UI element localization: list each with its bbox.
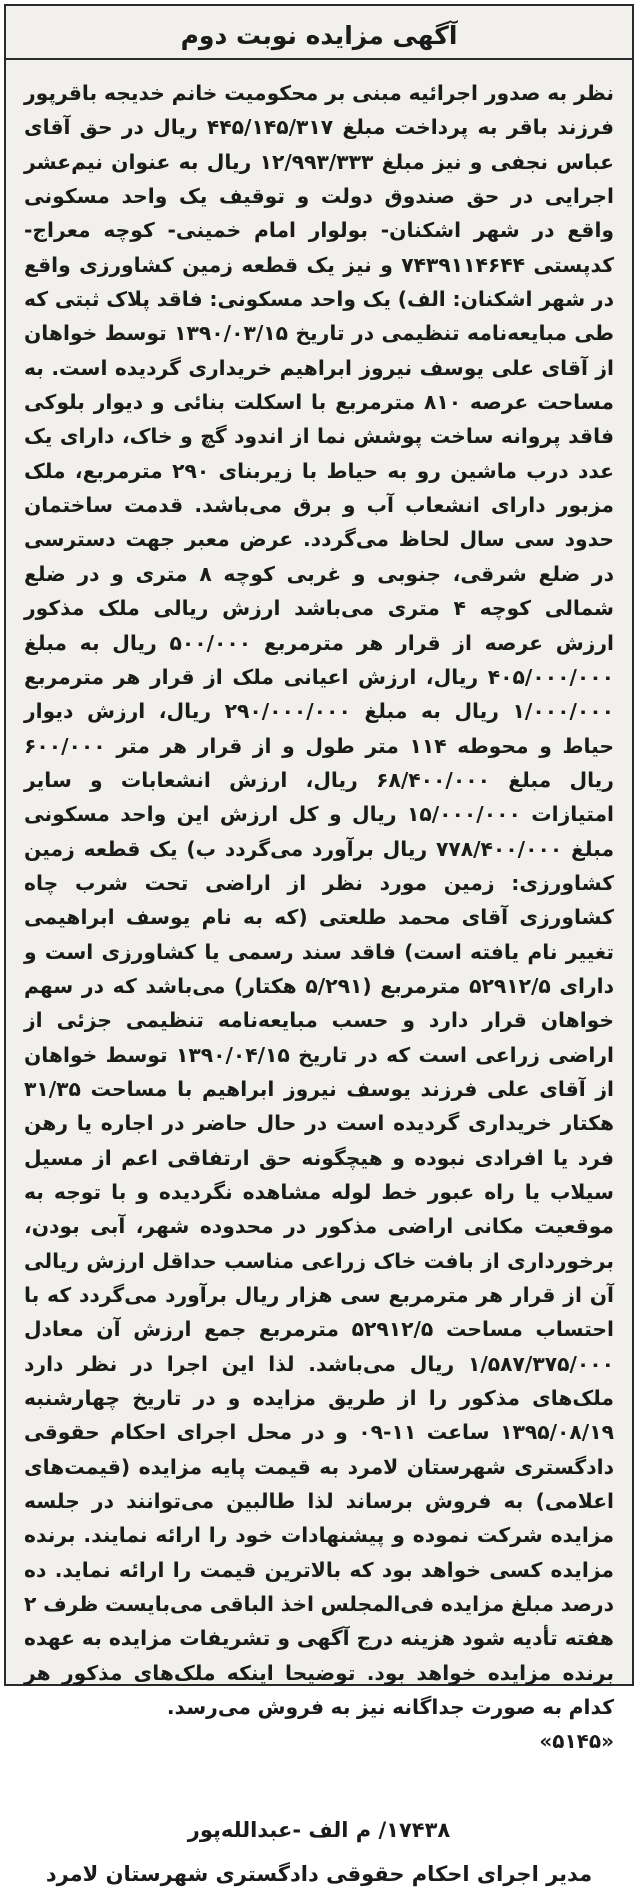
reference-code: «۵۱۴۵» (539, 1728, 614, 1753)
notice-title: آگهی مزایده نوبت دوم (180, 21, 458, 50)
notice-body: نظر به صدور اجرائیه مبنی بر محکومیت خانم خدیجه باقرپور فرزند باقر به پرداخت مبلغ ۴۴۵/۱۴۵/۳۱۷ ریال در حق آقای عباس نجفی و نیز مبلغ ۱۲/۹۹۳/۳۳۳ ریال به عنوان نیم‌عشر اجرایی در حق صندوق دولت و توقیف یک واحد مسکونی واقع در شهر اشکنان- بولوار امام خمینی- کوچه معراج- کدپستی ۷۴۳۹۱۱۴۶۴۴ و نیز یک قطعه زمین کشاورزی واقع در شهر اشکنان: الف) یک واحد مسکونی: فاقد پلاک ثبتی که طی مبایعه‌نامه تنظیمی در تاریخ ۱۳۹۰/۰۳/۱۵ توسط خواهان از آقای علی یوسف نیروز ابراهیم خریداری گردیده است. به مساحت عرصه ۸۱۰ مترمربع با اسکلت بنائی و دیوار بلوکی فاقد پروانه ساخت پوشش نما از اندود گچ و خاک، دارای یک عدد درب ماشین رو به حیاط با زیربنای ۲۹۰ مترمربع، ملک مزبور دارای انشعاب آب و برق می‌باشد. قدمت ساختمان حدود سی سال لحاظ می‌گردد. عرض معبر جهت دسترسی در ضلع شرقی، جنوبی و غربی کوچه ۸ متری و در ضلع شمالی کوچه ۴ متری می‌باشد ارزش ریالی ملک مذکور ارزش عرصه از قرار هر مترمربع ۵۰۰/۰۰۰ ریال به مبلغ ۴۰۵/۰۰۰/۰۰۰ ریال، ارزش اعیانی ملک از قرار هر مترمربع ۱/۰۰۰/۰۰۰ ریال به مبلغ ۲۹۰/۰۰۰/۰۰۰ ریال، ارزش دیوار حیاط و محوطه ۱۱۴ متر طول و از قرار هر متر ۶۰۰/۰۰۰ ریال مبلغ ۶۸/۴۰۰/۰۰۰ ریال، ارزش انشعابات و سایر امتیازات ۱۵/۰۰۰/۰۰۰ ریال و کل ارزش این واحد مسکونی مبلغ ۷۷۸/۴۰۰/۰۰۰ ریال برآورد می‌گردد ب) یک قطعه زمین کشاورزی: زمین مورد نظر از اراضی تحت شرب چاه کشاورزی آقای محمد طلعتی (که به نام یوسف ابراهیمی تغییر نام یافته است) فاقد سند رسمی یا کشاورزی است و دارای ۵۲۹۱۲/۵ مترمربع (۵/۲۹۱ هکتار) می‌باشد که در سهم خواهان قرار دارد و حسب مبایعه‌نامه تنظیمی جزئی از اراضی زراعی است که در تاریخ ۱۳۹۰/۰۴/۱۵ توسط خواهان از آقای علی فرزند یوسف نیروز ابراهیم با مساحت ۳۱/۳۵ هکتار خریداری گردیده است در حال حاضر در اجاره یا رهن فرد یا افرادی نبوده و هیچگونه حق ارتفاقی اعم از مسیل سیلاب یا راه عبور خط لوله مشاهده نگردیده و با توجه به موقعیت مکانی اراضی مذکور در محدوده شهر، آبی بودن، برخورداری از بافت خاک زراعی مناسب حداقل ارزش ریالی آن از قرار هر مترمربع سی هزار ریال برآورد می‌گردد که با احتساب مساحت ۵۲۹۱۲/۵ مترمربع جمع ارزش آن معادل ۱/۵۸۷/۳۷۵/۰۰۰ ریال می‌باشد. لذا این اجرا در نظر دارد ملک‌های مذکور را از طریق مزایده و در تاریخ چهارشنبه ۱۳۹۵/۰۸/۱۹ ساعت ۱۱-۰۹ و در محل اجرای احکام حقوقی دادگستری شهرستان لامرد به قیمت پایه مزایده (قیمت‌های اعلامی) به فروش برساند لذا طالبین می‌توانند در جلسه مزایده شرکت نموده و پیشنهادات خود را ارائه نمایند. برنده مزایده کسی خواهد بود که بالاترین قیمت را ارائه نماید. ده درصد مبلغ مزایده فی‌المجلس اخذ الباقی می‌بایست ظرف ۲ هفته تأدیه شود هزینه درج آگهی و تشریفات مزایده به عهده برنده مزایده خواهد بود. توضیحا اینکه ملک‌های مذکور هر کدام به صورت جداگانه نیز به فروش می‌رسد. (24, 81, 615, 1720)
auction-notice (4, 4, 634, 1886)
signature-role: مدیر اجرای احکام حقوقی دادگستری شهرستان لامرد (45, 1861, 593, 1886)
title-divider (6, 58, 632, 60)
signature-line: ۱۷۴۳۸/ م الف -عبدالله‌پور (187, 1817, 451, 1842)
